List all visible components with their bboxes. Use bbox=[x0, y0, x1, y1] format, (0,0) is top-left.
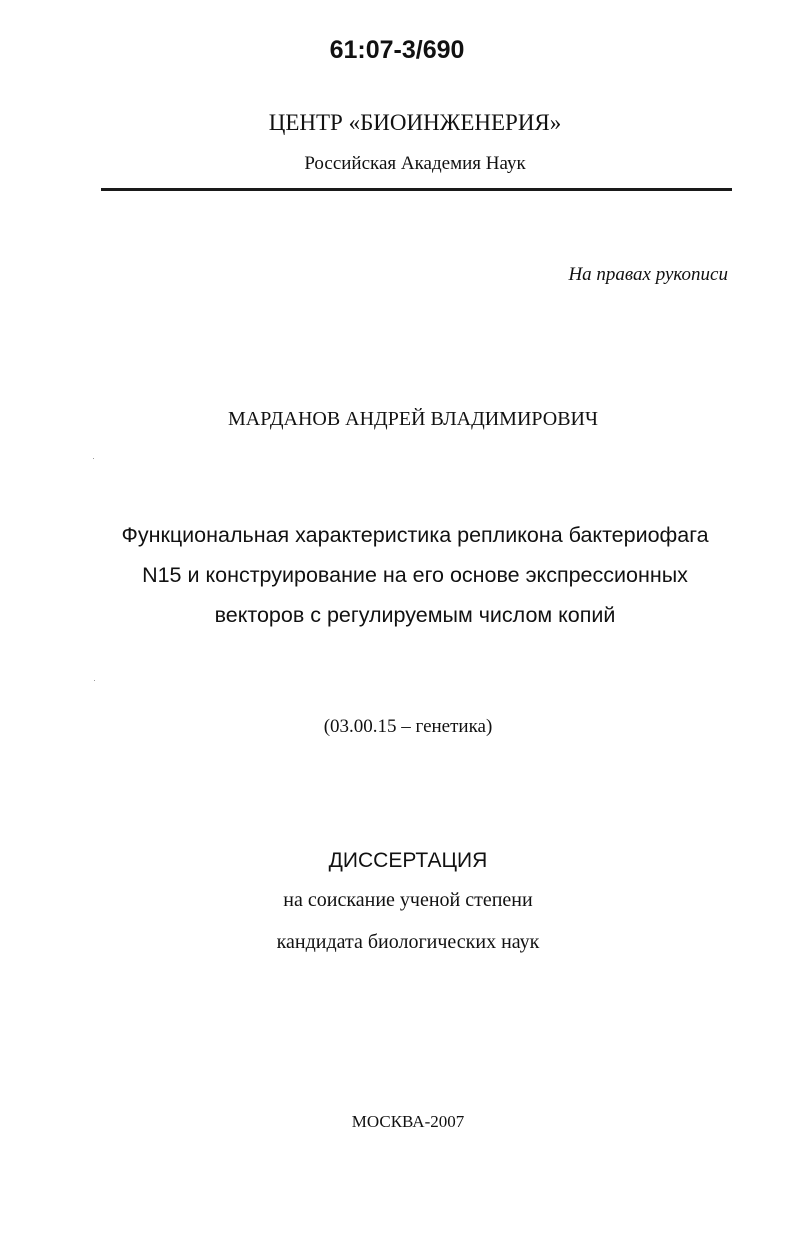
thesis-title-line: Функциональная характеристика репликона бактериофага bbox=[121, 523, 709, 547]
thesis-title bbox=[90, 515, 740, 635]
organization-name: ЦЕНТР «БИОИНЖЕНЕРИЯ» bbox=[268, 110, 562, 135]
parent-organization: Российская Академия Наук bbox=[304, 153, 526, 174]
manuscript-rights-note: На правах рукописи bbox=[568, 264, 728, 285]
thesis-title-line: векторов с регулируемым числом копий bbox=[214, 603, 616, 627]
thesis-title-line: N15 и конструирование на его основе экспрессионных bbox=[142, 563, 688, 587]
header-divider bbox=[101, 188, 732, 191]
degree-line: кандидата биологических наук bbox=[276, 931, 540, 953]
place-and-year: МОСКВА-2007 bbox=[351, 1112, 465, 1131]
author-name: МАРДАНОВ АНДРЕЙ ВЛАДИМИРОВИЧ bbox=[228, 408, 598, 430]
document-type: ДИССЕРТАЦИЯ bbox=[328, 849, 488, 872]
specialty-code: (03.00.15 – генетика) bbox=[323, 716, 493, 737]
catalog-number: 61:07-3/690 bbox=[329, 36, 465, 64]
scan-speck bbox=[93, 458, 94, 459]
degree-line: на соискание ученой степени bbox=[283, 889, 533, 911]
scan-speck bbox=[94, 680, 95, 681]
